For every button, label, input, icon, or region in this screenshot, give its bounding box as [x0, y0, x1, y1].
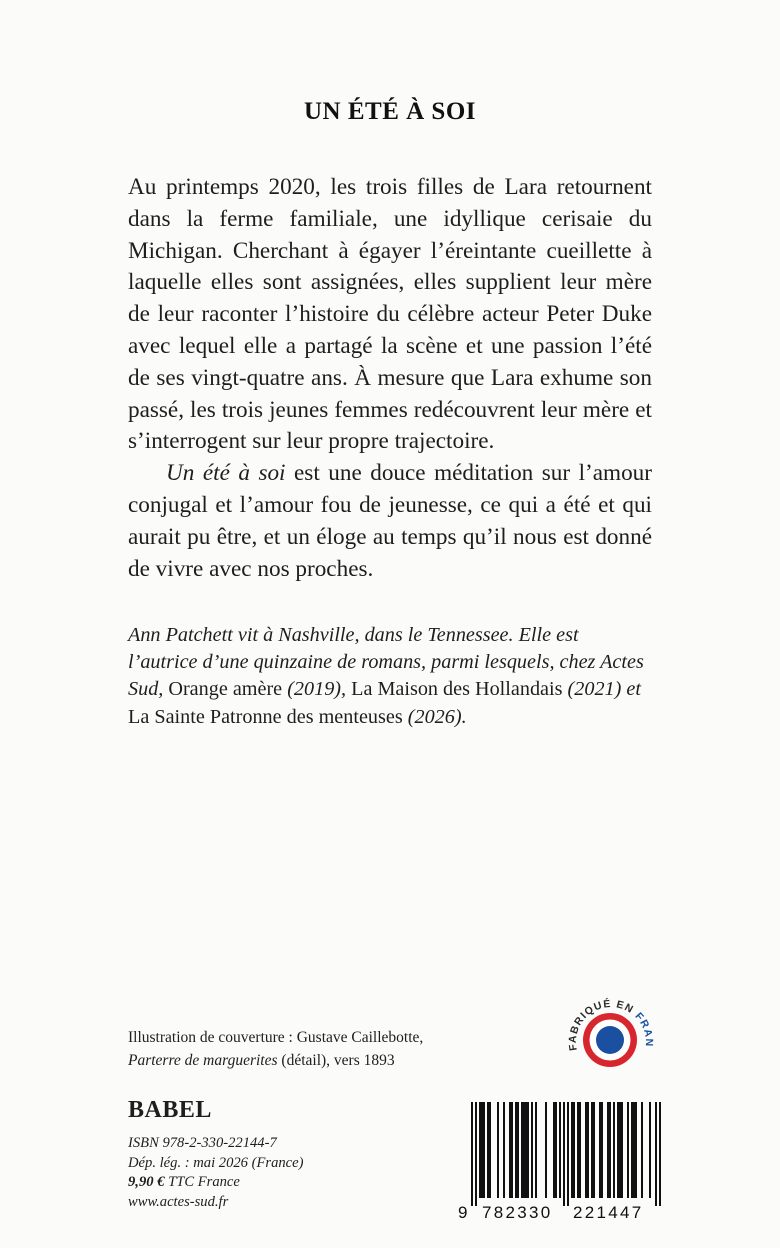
barcode-bar [609, 1102, 611, 1198]
barcode-bar [567, 1102, 569, 1206]
barcode-bar [613, 1102, 615, 1198]
summary-paragraph: Au printemps 2020, les trois filles de Lara retournent dans la ferme familiale, une idyllique cerisaie du Michigan. Cherchant à égayer l’éreintante cueillette à laquelle elles sont assignées, elles supplient leur mère de leur raconter l’histoire du célèbre acteur Peter Duke avec lequel elle a partagé la scène et une passion l’été de ses vingt-quatre ans. À mesure que Lara exhume son passé, les trois jeunes femmes redécouvrent leur mère et s’interrogent sur leur propre trajectoire. [128, 174, 652, 455]
barcode-bar [479, 1102, 481, 1198]
barcode-bar [559, 1102, 561, 1198]
author-bio [128, 622, 652, 731]
barcode-bar [483, 1102, 485, 1198]
barcode-bar [641, 1102, 643, 1198]
barcode-bar [471, 1102, 473, 1206]
isbn-barcode [455, 1102, 663, 1220]
book-reference: Orange amère [168, 678, 283, 701]
barcode-bar [525, 1102, 527, 1198]
author-bio-text: Ann Patchett vit à Nashville, dans le Tennessee. Elle est l’autrice d’une quinzaine de romans, parmi lesquels, chez Actes Sud, [128, 624, 644, 701]
isbn: ISBN 978-2-330-22144-7 [128, 1135, 277, 1151]
barcode-bar [587, 1102, 589, 1198]
barcode-bar [571, 1102, 573, 1198]
barcode-bar [621, 1102, 623, 1198]
barcode-bar [607, 1102, 609, 1198]
summary-title-reference: Un été à soi [166, 460, 286, 487]
barcode-bar [649, 1102, 651, 1198]
barcode-bar [553, 1102, 555, 1198]
book-year: (2019), [282, 678, 352, 701]
badge-text-blue: FRAN [632, 1010, 655, 1048]
book-title: UN ÉTÉ À SOI [303, 98, 476, 125]
barcode-bar [619, 1102, 621, 1198]
barcode-bars [471, 1102, 661, 1206]
badge-inner-circle [596, 1026, 624, 1054]
barcode-bar [599, 1102, 601, 1198]
publisher-name: BABEL [128, 1097, 212, 1123]
barcode-bar [523, 1102, 525, 1198]
made-in-france-icon [560, 990, 660, 1090]
barcode-bar [487, 1102, 489, 1198]
barcode-bar [635, 1102, 637, 1198]
barcode-digit-group: 782330 [482, 1203, 553, 1220]
barcode-bar [627, 1102, 629, 1198]
book-meta [128, 1134, 303, 1212]
book-reference: La Maison des Hollandais [351, 678, 563, 701]
price-suffix: TTC France [164, 1174, 240, 1191]
price [128, 1173, 303, 1193]
artwork-title: Parterre de marguerites [128, 1052, 278, 1069]
cover-credit [128, 1026, 488, 1072]
barcode-bar [531, 1102, 533, 1198]
barcode-bar [573, 1102, 575, 1198]
book-summary [128, 172, 652, 585]
barcode-icon [455, 1102, 663, 1220]
summary-paragraph [128, 458, 652, 585]
credit-line [128, 1049, 488, 1072]
barcode-bar [579, 1102, 581, 1198]
summary-paragraph-text: est une douce méditation sur l’amour conjugal et l’amour fou de jeunesse, ce qui a été et qui aurait pu être, et un éloge au temps qu’il nous est donné de vivre avec nos proches. [128, 460, 652, 582]
barcode-first-digit: 9 [458, 1203, 468, 1220]
barcode-bar [517, 1102, 519, 1198]
book-year: (2026). [402, 705, 467, 728]
book-year: (2021) et [562, 678, 641, 701]
barcode-bar [585, 1102, 587, 1198]
barcode-bar [555, 1102, 557, 1198]
barcode-bar [593, 1102, 595, 1198]
barcode-bar [591, 1102, 593, 1198]
artwork-detail: (détail), vers 1893 [277, 1052, 395, 1069]
barcode-bar [481, 1102, 483, 1198]
barcode-bar [633, 1102, 635, 1198]
badge-text-dark: FABRIQUÉ EN [566, 997, 636, 1052]
barcode-bar [577, 1102, 579, 1198]
barcode-bar [503, 1102, 505, 1198]
barcode-bar [601, 1102, 603, 1198]
barcode-bar [515, 1102, 517, 1198]
credit-line: Illustration de couverture : Gustave Caillebotte, [128, 1029, 424, 1046]
barcode-bar [475, 1102, 477, 1206]
barcode-bar [511, 1102, 513, 1198]
barcode-bar [563, 1102, 565, 1206]
made-in-france-badge [560, 990, 660, 1090]
legal-deposit: Dép. lég. : mai 2026 (France) [128, 1154, 304, 1171]
barcode-digit-group: 221447 [573, 1203, 644, 1220]
barcode-bar [545, 1102, 547, 1198]
barcode-bar [535, 1102, 537, 1198]
barcode-bar [521, 1102, 523, 1198]
barcode-bar [489, 1102, 491, 1198]
barcode-bar [497, 1102, 499, 1198]
book-reference: La Sainte Patronne des menteuses [128, 705, 403, 728]
website: www.actes-sud.fr [128, 1193, 229, 1210]
barcode-bar [509, 1102, 511, 1198]
barcode-bar [659, 1102, 661, 1206]
price-value: 9,90 € [128, 1174, 165, 1191]
barcode-bar [655, 1102, 657, 1206]
barcode-bar [631, 1102, 633, 1198]
barcode-bar [617, 1102, 619, 1198]
barcode-bar [527, 1102, 529, 1198]
